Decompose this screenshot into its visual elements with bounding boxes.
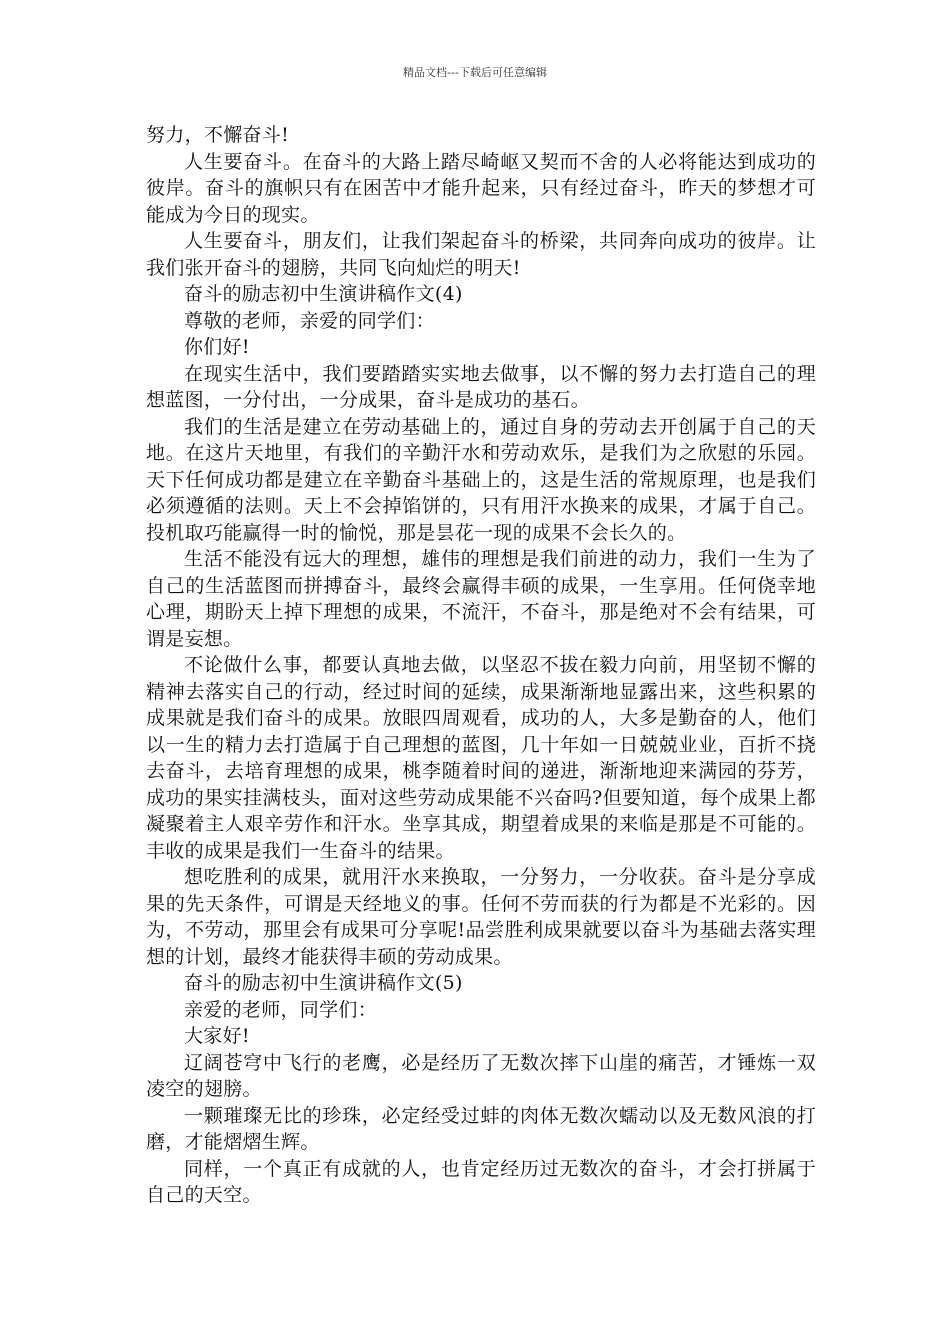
- paragraph: 人生要奋斗，朋友们，让我们架起奋斗的桥梁，共同奔向成功的彼岸。让我们张开奋斗的翅膀，共同飞向灿烂的明天!: [146, 230, 816, 279]
- salutation: 尊敬的老师，亲爱的同学们：: [184, 309, 435, 332]
- greeting: 大家好!: [184, 1025, 250, 1047]
- section-heading: 奋斗的励志初中生演讲稿作文(4): [184, 283, 463, 305]
- page-header: 精品文档---下载后可任意编辑: [403, 66, 547, 79]
- paragraph: 生活不能没有远大的理想，雄伟的理想是我们前进的动力，我们一生为了自己的生活蓝图而拼搏奋斗，最终会赢得丰硕的成果，一生享用。任何侥幸地心理，期盼天上掉下理想的成果，不流汗，不奋斗，那是绝对不会有结果，可谓是妄想。: [146, 548, 816, 650]
- paragraph: 一颗璀璨无比的珍珠，必定经受过蚌的肉体无数次蠕动以及无数风浪的打磨，才能熠熠生辉。: [146, 1104, 816, 1153]
- paragraph: 努力，不懈奋斗!: [146, 124, 290, 146]
- greeting: 你们好!: [184, 336, 250, 358]
- paragraph: 人生要奋斗。在奋斗的大路上踏尽崎岖又契而不舍的人必将能达到成功的彼岸。奋斗的旗帜只有在困苦中才能升起来，只有经过奋斗，昨天的梦想才可能成为今日的现实。: [146, 150, 816, 226]
- salutation: 亲爱的老师，同学们：: [184, 998, 378, 1021]
- paragraph: 不论做什么事，都要认真地去做，以坚忍不拔在毅力向前，用坚韧不懈的精神去落实自己的行动，经过时间的延续，成果渐渐地显露出来，这些积累的成果就是我们奋斗的成果。放眼四周观看，成功的人，大多是勤奋的人，他们以一生的精力去打造属于自己理想的蓝图，几十年如一日兢兢业业，百折不挠去奋斗，去培育理想的成果，桃李随着时间的递进，渐渐地迎来满园的芬芳，成功的果实挂满枝头，面对这些劳动成果能不兴奋吗?但要知道，每个成果上都凝聚着主人艰辛劳作和汗水。坐享其成，期望着成果的来临是那是不可能的。丰收的成果是我们一生奋斗的结果。: [146, 654, 816, 862]
- paragraph: 同样，一个真正有成就的人，也肯定经历过无数次的奋斗，才会打拼属于自己的天空。: [146, 1157, 816, 1206]
- paragraph: 我们的生活是建立在劳动基础上的，通过自身的劳动去开创属于自己的天地。在这片天地里，有我们的辛勤汗水和劳动欢乐，是我们为之欣慰的乐园。天下任何成功都是建立在辛勤奋斗基础上的，这是生活的常规原理，也是我们必须遵循的法则。天上不会掉馅饼的，只有用汗水换来的成果，才属于自己。投机取巧能赢得一时的愉悦，那是昙花一现的成果不会长久的。: [146, 415, 816, 544]
- document-body: [146, 122, 816, 1209]
- paragraph: 在现实生活中，我们要踏踏实实地去做事，以不懈的努力去打造自己的理想蓝图，一分付出，一分成果，奋斗是成功的基石。: [146, 362, 816, 411]
- paragraph: 想吃胜利的成果，就用汗水来换取，一分努力，一分收获。奋斗是分享成果的先天条件，可谓是天经地义的事。任何不劳而获的行为都是不光彩的。因为，不劳动，那里会有成果可分享呢!品尝胜利成果就要以奋斗为基础去落实理想的计划，最终才能获得丰硕的劳动成果。: [146, 866, 816, 968]
- section-heading: 奋斗的励志初中生演讲稿作文(5): [184, 972, 463, 994]
- paragraph: 辽阔苍穹中飞行的老鹰，必是经历了无数次摔下山崖的痛苦，才锤炼一双凌空的翅膀。: [146, 1051, 816, 1100]
